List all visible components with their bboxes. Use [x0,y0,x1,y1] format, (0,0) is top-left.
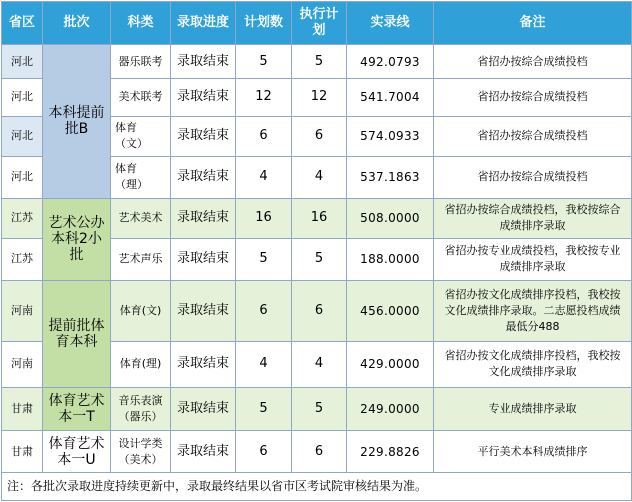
exec-plan-cell: 6 [292,431,347,473]
table-row [2,198,632,239]
score-cell: 541.7004 [347,79,434,116]
plan-cell: 12 [236,79,292,116]
score-cell: 537.1863 [347,157,434,199]
progress-cell: 录取结束 [171,387,236,431]
province-cell: 江苏 [2,239,43,281]
category-cell: 美术联考 [111,79,171,116]
exec-plan-cell: 12 [292,79,347,116]
batch-label: 本科提前 [48,105,105,122]
header-category: 科类 [111,2,171,45]
admission-table [1,1,632,501]
category-line: 体育 [115,162,137,176]
category-line: 体育 [115,121,137,135]
batch-cell-gansu-2 [43,431,111,473]
category-cell [111,431,171,473]
province-cell: 甘肃 [2,387,43,431]
plan-cell: 5 [236,45,292,79]
exec-plan-cell: 4 [292,342,347,388]
remark-cell: 省招办按综合成绩投档 [434,116,632,157]
table-row [2,45,632,79]
plan-cell: 6 [236,280,292,341]
remark-line: 省招办按综合成绩投档，我校按综合 [444,203,621,217]
progress-cell: 录取结束 [171,79,236,116]
remark-line: 最低分488 [505,319,560,333]
category-line: 设计学类 [118,436,163,450]
exec-plan-cell: 5 [292,387,347,431]
exec-plan-cell: 5 [292,239,347,281]
table-row [2,280,632,341]
plan-cell: 6 [236,116,292,157]
header-exec-plan: 执行计划 [292,2,347,45]
category-cell [111,116,171,157]
header-plan: 计划数 [236,2,292,45]
batch-label: 艺术公办 [48,215,105,232]
exec-plan-cell: 6 [292,116,347,157]
progress-cell: 录取结束 [171,431,236,473]
remark-cell: 省招办按综合成绩投档 [434,79,632,116]
header-remark: 备注 [434,2,632,45]
batch-label: 批B [64,121,89,138]
remark-cell [434,239,632,281]
exec-plan-cell: 16 [292,198,347,239]
batch-cell-hebei [43,45,111,199]
score-cell: 429.0000 [347,342,434,388]
category-line: （器乐） [118,410,163,424]
remark-cell [434,198,632,239]
progress-cell: 录取结束 [171,157,236,199]
province-cell: 河北 [2,79,43,116]
table-row [2,387,632,431]
remark-line: 文化成绩排序录取 [488,365,577,379]
remark-line: 成绩排序录取 [499,260,566,274]
exec-plan-cell: 4 [292,157,347,199]
category-line: （文） [115,137,148,151]
remark-line: 省招办按专业成绩投档，我校按专业 [444,244,621,258]
progress-cell: 录取结束 [171,116,236,157]
remark-cell [434,342,632,388]
progress-cell: 录取结束 [171,198,236,239]
score-cell: 229.8826 [347,431,434,473]
category-cell [111,157,171,199]
exec-plan-cell: 5 [292,45,347,79]
remark-line: 省招办按文化成绩排序投档，我校按 [444,349,621,363]
plan-cell: 6 [236,431,292,473]
plan-cell: 4 [236,342,292,388]
plan-cell: 5 [236,239,292,281]
province-cell: 河北 [2,116,43,157]
remark-cell: 平行美术本科成绩排序 [434,431,632,473]
remark-cell: 省招办按综合成绩投档 [434,45,632,79]
batch-label: 本一T [58,409,95,426]
remark-cell: 专业成绩排序录取 [434,387,632,431]
progress-cell: 录取结束 [171,280,236,341]
header-province: 省区 [2,2,43,45]
batch-label: 本科2小批 [51,231,102,264]
plan-cell: 16 [236,198,292,239]
category-cell: 艺术美术 [111,198,171,239]
remark-line: 省招办按文化成绩排序投档，我校按 [444,287,621,301]
remark-cell: 省招办按综合成绩投档 [434,157,632,199]
plan-cell: 5 [236,387,292,431]
category-cell [111,387,171,431]
batch-label: 育本科 [55,333,98,350]
header-row [2,2,632,45]
category-line: （理） [115,178,148,192]
province-cell: 河南 [2,280,43,341]
plan-cell: 4 [236,157,292,199]
category-cell: 体育(文) [111,280,171,341]
category-cell: 器乐联考 [111,45,171,79]
score-cell: 508.0000 [347,198,434,239]
progress-cell: 录取结束 [171,45,236,79]
batch-cell-jiangsu [43,198,111,280]
batch-label: 体育艺术 [48,435,105,452]
header-batch: 批次 [43,2,111,45]
footnote-row [2,472,632,500]
progress-cell: 录取结束 [171,239,236,281]
remark-cell [434,280,632,341]
province-cell: 河北 [2,45,43,79]
table-row [2,431,632,473]
header-score: 实录线 [347,2,434,45]
remark-line: 文化成绩排序录取。二志愿投档成绩 [444,303,621,317]
remark-line: 成绩排序录取 [499,219,566,233]
category-cell: 艺术声乐 [111,239,171,281]
score-cell: 456.0000 [347,280,434,341]
batch-label: 本一U [57,451,96,468]
batch-cell-henan [43,280,111,387]
batch-cell-gansu-1 [43,387,111,431]
score-cell: 188.0000 [347,239,434,281]
batch-label: 体育艺术 [48,393,105,410]
score-cell: 249.0000 [347,387,434,431]
progress-cell: 录取结束 [171,342,236,388]
category-cell: 体育(理) [111,342,171,388]
category-line: （美术） [118,452,163,466]
batch-label: 提前批体 [48,317,105,334]
province-cell: 江苏 [2,198,43,239]
footnote: 注：各批次录取进度持续更新中，录取最终结果以省市区考试院审核结果为准。 [2,472,632,500]
score-cell: 492.0793 [347,45,434,79]
header-progress: 录取进度 [171,2,236,45]
province-cell: 河北 [2,157,43,199]
exec-plan-cell: 6 [292,280,347,341]
province-cell: 甘肃 [2,431,43,473]
score-cell: 574.0933 [347,116,434,157]
category-line: 音乐表演 [118,394,163,408]
province-cell: 河南 [2,342,43,388]
